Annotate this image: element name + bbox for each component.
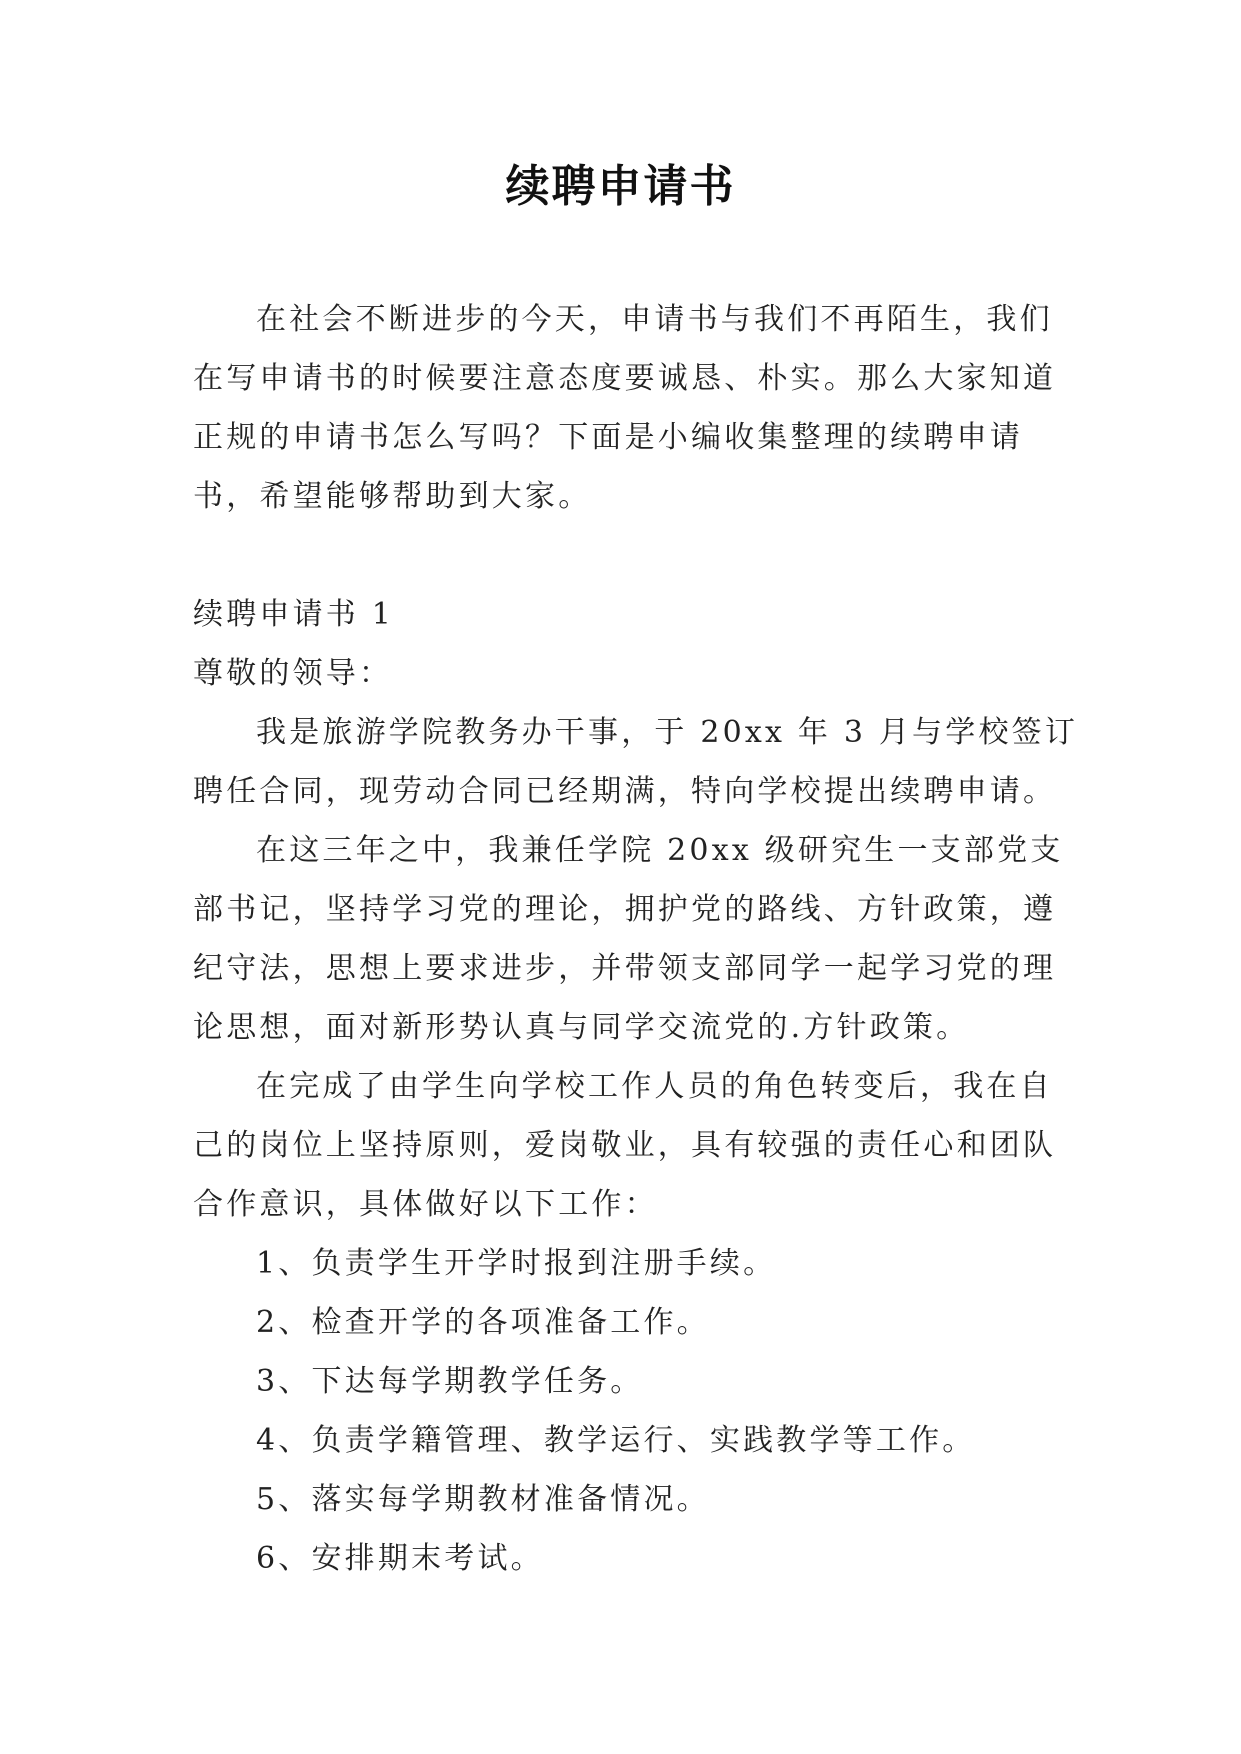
intro-line: 在写申请书的时候要注意态度要诚恳、朴实。那么大家知道 — [193, 361, 1057, 396]
document-title: 续聘申请书 — [505, 161, 736, 212]
paragraph-line: 在这三年之中，我兼任学院 20xx 级研究生一支部党支 — [256, 833, 1064, 868]
salutation: 尊敬的领导： — [193, 656, 393, 691]
list-item: 5、落实每学期教材准备情况。 — [256, 1482, 710, 1517]
list-item: 2、检查开学的各项准备工作。 — [256, 1305, 710, 1340]
paragraph-line: 合作意识，具体做好以下工作： — [193, 1187, 658, 1222]
intro-line: 书，希望能够帮助到大家。 — [193, 479, 592, 514]
paragraph-line: 己的岗位上坚持原则，爱岗敬业，具有较强的责任心和团队 — [193, 1128, 1057, 1163]
list-item: 1、负责学生开学时报到注册手续。 — [256, 1246, 777, 1281]
paragraph-line: 纪守法，思想上要求进步，并带领支部同学一起学习党的理 — [193, 951, 1057, 986]
paragraph-line: 部书记，坚持学习党的理论，拥护党的路线、方针政策，遵 — [193, 892, 1057, 927]
list-item: 6、安排期末考试。 — [256, 1541, 544, 1576]
document-body — [193, 290, 1079, 1588]
intro-line: 正规的申请书怎么写吗？下面是小编收集整理的续聘申请 — [193, 420, 1023, 455]
intro-line: 在社会不断进步的今天，申请书与我们不再陌生，我们 — [256, 302, 1053, 337]
list-item: 4、负责学籍管理、教学运行、实践教学等工作。 — [256, 1423, 976, 1458]
section-heading: 续聘申请书 1 — [193, 597, 395, 632]
list-item: 3、下达每学期教学任务。 — [256, 1364, 644, 1399]
paragraph-line: 聘任合同，现劳动合同已经期满，特向学校提出续聘申请。 — [193, 774, 1057, 809]
paragraph-line: 论思想，面对新形势认真与同学交流党的.方针政策。 — [193, 1010, 970, 1045]
paragraph-line: 在完成了由学生向学校工作人员的角色转变后，我在自 — [256, 1069, 1053, 1104]
paragraph-line: 我是旅游学院教务办干事，于 20xx 年 3 月与学校签订 — [256, 715, 1079, 750]
paragraph-gap — [193, 526, 1053, 585]
